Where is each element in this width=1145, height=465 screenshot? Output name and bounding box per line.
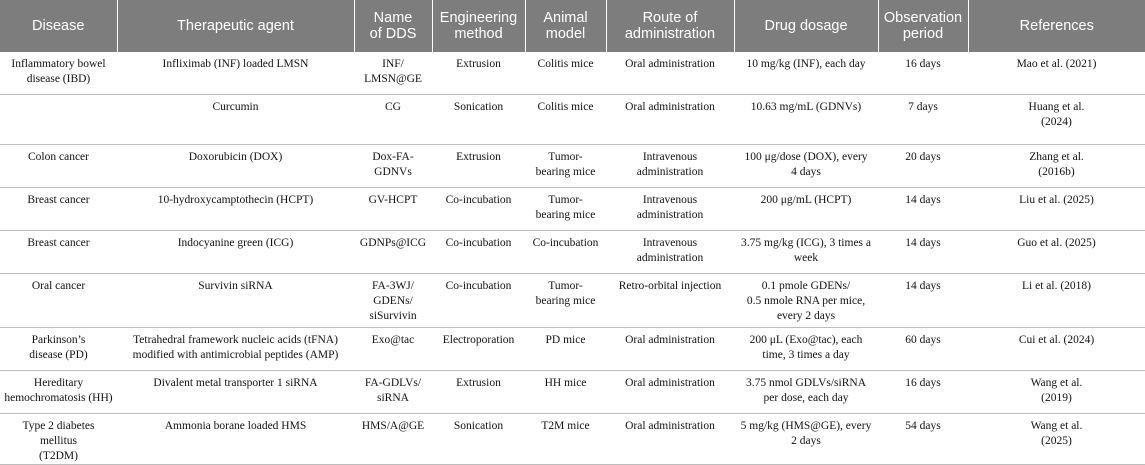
cell-drug-dosage: 3.75 mg/kg (ICG), 3 times a week xyxy=(734,231,878,274)
cell-name-of-dds: Exo@tac xyxy=(354,328,432,371)
cell-observation-period: 20 days xyxy=(878,145,968,188)
cell-drug-dosage: 200 μg/mL (HCPT) xyxy=(734,188,878,231)
cell-route: Oral administration xyxy=(606,52,734,95)
cell-engineering-method: Extrusion xyxy=(432,52,525,95)
cell-name-of-dds: Dox-FA- GDNVs xyxy=(354,145,432,188)
cell-route: Intravenous administration xyxy=(606,231,734,274)
cell-observation-period: 54 days xyxy=(878,414,968,465)
cell-engineering-method: Sonication xyxy=(432,95,525,145)
col-header-animal-model: Animal model xyxy=(525,0,606,52)
cell-engineering-method: Extrusion xyxy=(432,145,525,188)
cell-observation-period: 16 days xyxy=(878,52,968,95)
cell-disease: Breast cancer xyxy=(0,188,117,231)
cell-animal-model: PD mice xyxy=(525,328,606,371)
col-header-name-of-dds: Name of DDS xyxy=(354,0,432,52)
cell-reference: Mao et al. (2021) xyxy=(968,52,1145,95)
cell-animal-model: Colitis mice xyxy=(525,95,606,145)
cell-route: Oral administration xyxy=(606,328,734,371)
cell-reference: Cui et al. (2024) xyxy=(968,328,1145,371)
cell-engineering-method: Co-incubation xyxy=(432,231,525,274)
cell-therapeutic-agent: Curcumin xyxy=(117,95,354,145)
cell-engineering-method: Co-incubation xyxy=(432,188,525,231)
cell-engineering-method: Extrusion xyxy=(432,371,525,414)
cell-route: Oral administration xyxy=(606,414,734,465)
col-header-observation-period: Observation period xyxy=(878,0,968,52)
cell-therapeutic-agent: Ammonia borane loaded HMS xyxy=(117,414,354,465)
table-row xyxy=(0,414,1145,465)
cell-name-of-dds: CG xyxy=(354,95,432,145)
col-header-therapeutic-agent: Therapeutic agent xyxy=(117,0,354,52)
cell-drug-dosage: 3.75 nmol GDLVs/siRNA per dose, each day xyxy=(734,371,878,414)
col-header-engineering-method: Engineering method xyxy=(432,0,525,52)
cell-therapeutic-agent: Doxorubicin (DOX) xyxy=(117,145,354,188)
cell-animal-model: Colitis mice xyxy=(525,52,606,95)
cell-observation-period: 7 days xyxy=(878,95,968,145)
cell-route: Intravenous administration xyxy=(606,188,734,231)
cell-engineering-method: Co-incubation xyxy=(432,274,525,328)
cell-therapeutic-agent: 10-hydroxycamptothecin (HCPT) xyxy=(117,188,354,231)
cell-drug-dosage: 10.63 mg/mL (GDNVs) xyxy=(734,95,878,145)
cell-disease: Breast cancer xyxy=(0,231,117,274)
table-row xyxy=(0,328,1145,371)
col-header-disease: Disease xyxy=(0,0,117,52)
cell-therapeutic-agent: Indocyanine green (ICG) xyxy=(117,231,354,274)
cell-name-of-dds: GV-HCPT xyxy=(354,188,432,231)
cell-therapeutic-agent: Divalent metal transporter 1 siRNA xyxy=(117,371,354,414)
cell-therapeutic-agent: Survivin siRNA xyxy=(117,274,354,328)
cell-therapeutic-agent: Tetrahedral framework nucleic acids (tFNA) modified with antimicrobial peptides (AMP) xyxy=(117,328,354,371)
table-row xyxy=(0,145,1145,188)
cell-route: Retro-orbital injection xyxy=(606,274,734,328)
cell-animal-model: HH mice xyxy=(525,371,606,414)
cell-engineering-method: Electroporation xyxy=(432,328,525,371)
cell-route: Oral administration xyxy=(606,95,734,145)
cell-disease: Inflammatory bowel disease (IBD) xyxy=(0,52,117,95)
cell-disease xyxy=(0,95,117,145)
cell-route: Intravenous administration xyxy=(606,145,734,188)
cell-animal-model: Tumor- bearing mice xyxy=(525,274,606,328)
table-row xyxy=(0,95,1145,145)
cell-disease: Type 2 diabetes mellitus (T2DM) xyxy=(0,414,117,465)
cell-name-of-dds: FA-3WJ/ GDENs/ siSurvivin xyxy=(354,274,432,328)
table-row xyxy=(0,188,1145,231)
header-row xyxy=(0,0,1145,52)
cell-observation-period: 60 days xyxy=(878,328,968,371)
cell-reference: Wang et al. (2019) xyxy=(968,371,1145,414)
col-header-references: References xyxy=(968,0,1145,52)
table-row xyxy=(0,274,1145,328)
cell-name-of-dds: GDNPs@ICG xyxy=(354,231,432,274)
cell-reference: Li et al. (2018) xyxy=(968,274,1145,328)
cell-reference: Guo et al. (2025) xyxy=(968,231,1145,274)
cell-disease: Colon cancer xyxy=(0,145,117,188)
cell-drug-dosage: 100 μg/dose (DOX), every 4 days xyxy=(734,145,878,188)
cell-drug-dosage: 0.1 pmole GDENs/ 0.5 nmole RNA per mice, every 2 days xyxy=(734,274,878,328)
col-header-route: Route of administration xyxy=(606,0,734,52)
cell-observation-period: 14 days xyxy=(878,231,968,274)
table-row xyxy=(0,52,1145,95)
col-header-drug-dosage: Drug dosage xyxy=(734,0,878,52)
cell-name-of-dds: HMS/A@GE xyxy=(354,414,432,465)
cell-observation-period: 16 days xyxy=(878,371,968,414)
cell-reference: Huang et al. (2024) xyxy=(968,95,1145,145)
cell-observation-period: 14 days xyxy=(878,188,968,231)
cell-drug-dosage: 5 mg/kg (HMS@GE), every 2 days xyxy=(734,414,878,465)
cell-disease: Oral cancer xyxy=(0,274,117,328)
table-row xyxy=(0,231,1145,274)
cell-animal-model: Tumor- bearing mice xyxy=(525,145,606,188)
cell-disease: Hereditary hemochromatosis (HH) xyxy=(0,371,117,414)
cell-observation-period: 14 days xyxy=(878,274,968,328)
cell-engineering-method: Sonication xyxy=(432,414,525,465)
cell-animal-model: Co-incubation xyxy=(525,231,606,274)
cell-drug-dosage: 10 mg/kg (INF), each day xyxy=(734,52,878,95)
cell-name-of-dds: FA-GDLVs/ siRNA xyxy=(354,371,432,414)
cell-disease: Parkinson’s disease (PD) xyxy=(0,328,117,371)
cell-name-of-dds: INF/ LMSN@GE xyxy=(354,52,432,95)
cell-reference: Liu et al. (2025) xyxy=(968,188,1145,231)
cell-reference: Zhang et al. (2016b) xyxy=(968,145,1145,188)
cell-animal-model: T2M mice xyxy=(525,414,606,465)
cell-route: Oral administration xyxy=(606,371,734,414)
cell-drug-dosage: 200 μL (Exo@tac), each time, 3 times a day xyxy=(734,328,878,371)
table-row xyxy=(0,371,1145,414)
cell-animal-model: Tumor- bearing mice xyxy=(525,188,606,231)
cell-therapeutic-agent: Infliximab (INF) loaded LMSN xyxy=(117,52,354,95)
cell-reference: Wang et al. (2025) xyxy=(968,414,1145,465)
